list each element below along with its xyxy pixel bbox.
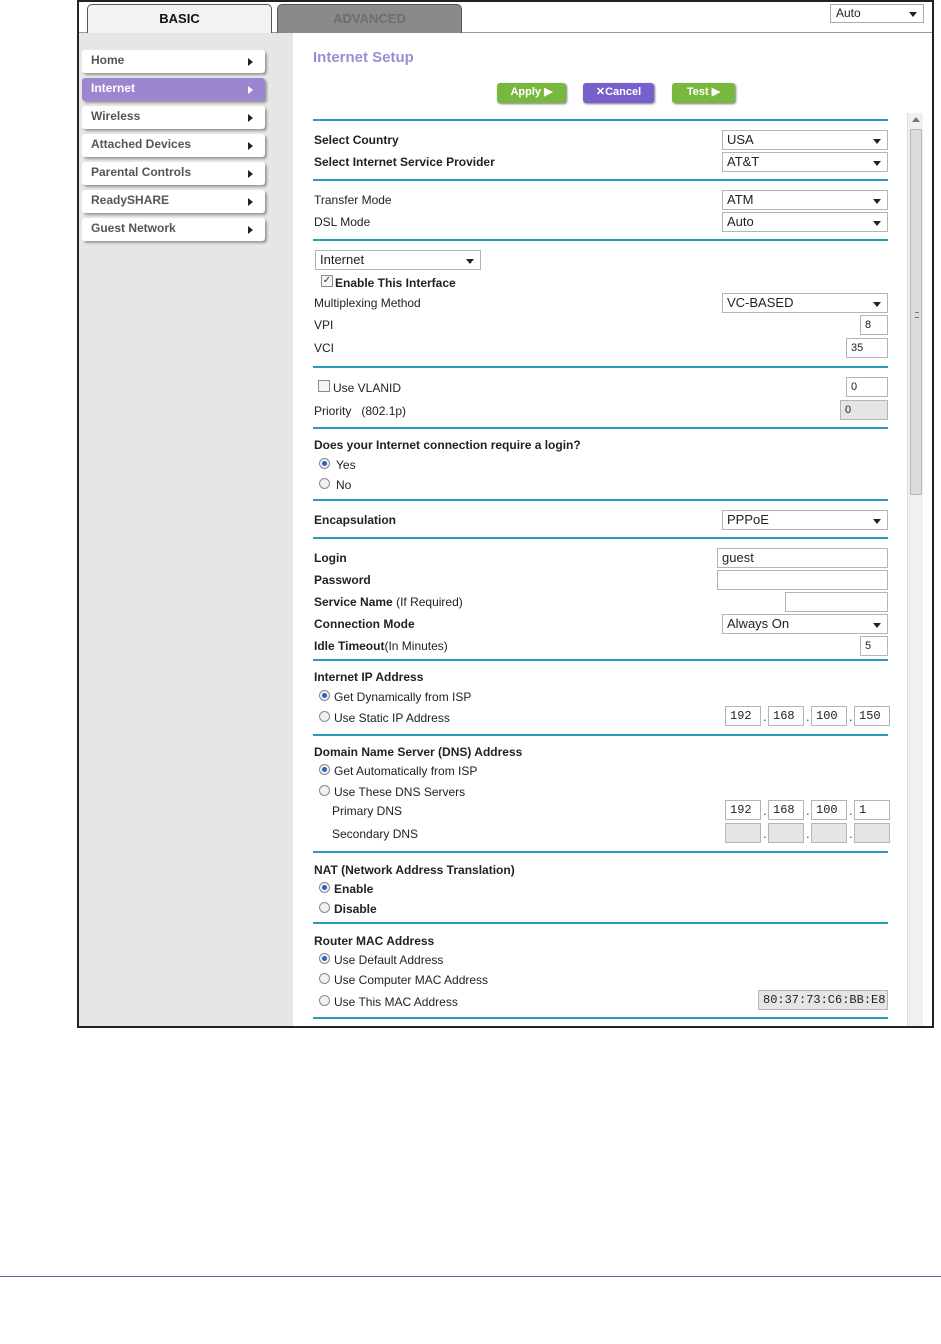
internet-ip-title: Internet IP Address bbox=[314, 670, 424, 684]
mac-title: Router MAC Address bbox=[314, 934, 435, 948]
sidebar-item-home[interactable] bbox=[82, 50, 265, 73]
router-admin-window bbox=[77, 0, 934, 1028]
encapsulation-value: PPPoE bbox=[727, 512, 769, 527]
sidebar-item-label: ReadySHARE bbox=[91, 193, 170, 207]
idle-timeout-input[interactable]: 5 bbox=[860, 636, 888, 656]
ip-dynamic-radio[interactable] bbox=[319, 690, 330, 701]
apply-button[interactable] bbox=[497, 83, 566, 103]
chevron-down-icon bbox=[873, 139, 881, 144]
ip-static-label: Use Static IP Address bbox=[334, 711, 450, 725]
service-name-suffix: (If Required) bbox=[396, 595, 463, 609]
tab-advanced[interactable]: ADVANCED bbox=[277, 4, 462, 33]
login-question: Does your Internet connection require a login? bbox=[314, 438, 581, 452]
primary-dns-octet-1[interactable]: 192 bbox=[725, 800, 761, 820]
login-input[interactable]: guest bbox=[717, 548, 888, 568]
arrow-right-icon bbox=[248, 170, 253, 178]
nat-title: NAT (Network Address Translation) bbox=[314, 863, 515, 877]
login-label: Login bbox=[314, 551, 347, 565]
divider bbox=[313, 537, 888, 539]
chevron-down-icon bbox=[873, 221, 881, 226]
mac-computer-label: Use Computer MAC Address bbox=[334, 973, 489, 987]
country-label: Select Country bbox=[314, 133, 399, 147]
arrow-right-icon: ▶ bbox=[711, 86, 721, 98]
ip-separator: . bbox=[849, 803, 853, 818]
chevron-down-icon bbox=[873, 302, 881, 307]
dns-title: Domain Name Server (DNS) Address bbox=[314, 745, 523, 759]
arrow-right-icon bbox=[248, 86, 253, 94]
primary-dns-octet-3[interactable]: 100 bbox=[811, 800, 847, 820]
ip-separator: . bbox=[849, 709, 853, 724]
chevron-down-icon bbox=[873, 623, 881, 628]
chevron-down-icon bbox=[909, 12, 917, 17]
ip-static-radio[interactable] bbox=[319, 711, 330, 722]
priority-label bbox=[314, 404, 406, 418]
page-footer-rule bbox=[0, 1276, 941, 1277]
transfer-mode-label: Transfer Mode bbox=[314, 193, 392, 207]
chevron-down-icon bbox=[873, 199, 881, 204]
mac-default-radio[interactable] bbox=[319, 953, 330, 964]
sidebar-item-label: Home bbox=[91, 53, 125, 67]
divider bbox=[313, 922, 888, 924]
isp-select[interactable] bbox=[722, 152, 888, 172]
scrollbar-thumb[interactable] bbox=[910, 129, 922, 495]
tab-basic[interactable]: BASIC bbox=[87, 4, 272, 33]
secondary-dns-label: Secondary DNS bbox=[332, 827, 419, 841]
sidebar-item-label: Attached Devices bbox=[91, 137, 192, 151]
priority-input[interactable]: 0 bbox=[840, 400, 888, 420]
divider bbox=[313, 734, 888, 736]
login-no-radio[interactable] bbox=[319, 478, 330, 489]
arrow-right-icon bbox=[248, 226, 253, 234]
login-no-label: No bbox=[336, 478, 352, 492]
chevron-down-icon bbox=[873, 161, 881, 166]
isp-value: AT&T bbox=[727, 154, 760, 169]
arrow-right-icon bbox=[248, 58, 253, 66]
idle-timeout-suffix: (In Minutes) bbox=[384, 639, 448, 653]
sidebar-item-internet[interactable] bbox=[82, 78, 265, 101]
vpi-input[interactable]: 8 bbox=[860, 315, 888, 335]
service-name-label bbox=[314, 595, 463, 609]
divider bbox=[313, 239, 888, 241]
transfer-mode-select[interactable] bbox=[722, 190, 888, 210]
dsl-mode-select[interactable] bbox=[722, 212, 888, 232]
ip-separator: . bbox=[763, 803, 767, 818]
sidebar-item-guest-network[interactable] bbox=[82, 218, 265, 241]
vpi-label: VPI bbox=[314, 318, 334, 332]
password-label: Password bbox=[314, 573, 371, 587]
test-button[interactable] bbox=[672, 83, 735, 103]
nat-enable-radio[interactable] bbox=[319, 882, 330, 893]
country-select[interactable] bbox=[722, 130, 888, 150]
language-select[interactable] bbox=[830, 4, 924, 23]
login-yes-label: Yes bbox=[336, 458, 356, 472]
primary-dns-octet-4[interactable]: 1 bbox=[854, 800, 890, 820]
multiplexing-select[interactable] bbox=[722, 293, 888, 313]
arrow-right-icon bbox=[248, 114, 253, 122]
ip-octet-2[interactable]: 168 bbox=[768, 706, 804, 726]
divider bbox=[313, 366, 888, 368]
sidebar-item-label: Guest Network bbox=[91, 221, 176, 235]
dsl-mode-value: Auto bbox=[727, 214, 754, 229]
vci-input[interactable]: 35 bbox=[846, 338, 888, 358]
dns-manual-label: Use These DNS Servers bbox=[334, 785, 466, 799]
encapsulation-label: Encapsulation bbox=[314, 513, 397, 527]
multiplexing-label: Multiplexing Method bbox=[314, 296, 421, 310]
connection-mode-select[interactable] bbox=[722, 614, 888, 634]
close-icon: ✕ bbox=[595, 86, 606, 98]
arrow-right-icon bbox=[248, 198, 253, 206]
secondary-dns-octet-4[interactable] bbox=[854, 823, 890, 843]
isp-label: Select Internet Service Provider bbox=[314, 155, 495, 169]
ip-separator: . bbox=[763, 826, 767, 841]
connection-mode-value: Always On bbox=[727, 616, 790, 631]
divider bbox=[313, 179, 888, 181]
interface-select[interactable] bbox=[315, 250, 481, 270]
sidebar bbox=[79, 33, 293, 1028]
password-input[interactable] bbox=[717, 570, 888, 590]
ip-octet-3[interactable]: 100 bbox=[811, 706, 847, 726]
ip-separator: . bbox=[806, 709, 810, 724]
ip-dynamic-label: Get Dynamically from ISP bbox=[334, 690, 472, 704]
divider bbox=[313, 1017, 888, 1019]
page-title: Internet Setup bbox=[313, 49, 414, 66]
use-vlanid-checkbox[interactable] bbox=[318, 380, 330, 392]
idle-timeout-label bbox=[314, 639, 448, 653]
dns-manual-radio[interactable] bbox=[319, 785, 330, 796]
checkmark-icon: ✓ bbox=[322, 275, 332, 286]
scrollbar[interactable] bbox=[907, 113, 923, 1028]
nat-disable-label: Disable bbox=[334, 902, 377, 916]
connection-mode-label: Connection Mode bbox=[314, 617, 415, 631]
dsl-mode-label: DSL Mode bbox=[314, 215, 371, 229]
secondary-dns-octet-1[interactable] bbox=[725, 823, 761, 843]
primary-dns-label: Primary DNS bbox=[332, 804, 403, 818]
mac-custom-label: Use This MAC Address bbox=[334, 995, 458, 1009]
divider bbox=[313, 851, 888, 853]
login-yes-radio[interactable] bbox=[319, 458, 330, 469]
dns-auto-radio[interactable] bbox=[319, 764, 330, 775]
nat-enable-label: Enable bbox=[334, 882, 374, 896]
sidebar-item-wireless[interactable] bbox=[82, 106, 265, 129]
country-value: USA bbox=[727, 132, 754, 147]
ip-separator: . bbox=[849, 826, 853, 841]
ip-octet-1[interactable]: 192 bbox=[725, 706, 761, 726]
grip-icon bbox=[915, 312, 919, 318]
sidebar-item-label: Parental Controls bbox=[91, 165, 192, 179]
multiplexing-value: VC-BASED bbox=[727, 295, 794, 310]
enable-interface-label: Enable This Interface bbox=[335, 276, 456, 290]
mac-computer-radio[interactable] bbox=[319, 973, 330, 984]
priority-suffix: (802.1p) bbox=[361, 404, 407, 418]
ip-separator: . bbox=[806, 826, 810, 841]
arrow-right-icon bbox=[248, 142, 253, 150]
vci-label: VCI bbox=[314, 341, 335, 355]
priority-label-text: Priority bbox=[314, 404, 352, 418]
ip-separator: . bbox=[806, 803, 810, 818]
divider bbox=[313, 427, 888, 429]
cancel-button[interactable] bbox=[583, 83, 654, 103]
sidebar-item-readyshare[interactable] bbox=[82, 190, 265, 213]
interface-value: Internet bbox=[320, 252, 365, 267]
idle-timeout-label-text: Idle Timeout bbox=[314, 639, 385, 653]
nat-disable-radio[interactable] bbox=[319, 902, 330, 913]
cancel-label: Cancel bbox=[605, 86, 642, 98]
service-name-label-text: Service Name bbox=[314, 595, 393, 609]
mac-custom-radio[interactable] bbox=[319, 995, 330, 1006]
chevron-down-icon bbox=[466, 259, 474, 264]
divider bbox=[313, 499, 888, 501]
service-name-input[interactable] bbox=[785, 592, 888, 612]
vlanid-input[interactable]: 0 bbox=[846, 377, 888, 397]
ip-octet-4[interactable]: 150 bbox=[854, 706, 890, 726]
divider bbox=[313, 119, 888, 121]
divider bbox=[313, 659, 888, 661]
use-vlanid-label: Use VLANID bbox=[333, 381, 402, 395]
top-tab-bar bbox=[79, 2, 932, 33]
sidebar-item-attached-devices[interactable] bbox=[82, 134, 265, 157]
encapsulation-select[interactable] bbox=[722, 510, 888, 530]
enable-interface-checkbox[interactable] bbox=[321, 275, 333, 287]
test-label: Test bbox=[686, 86, 709, 98]
transfer-mode-value: ATM bbox=[727, 192, 754, 207]
primary-dns-octet-2[interactable]: 168 bbox=[768, 800, 804, 820]
mac-address-input[interactable]: 80:37:73:C6:BB:E8 bbox=[758, 990, 888, 1010]
arrow-right-icon: ▶ bbox=[544, 86, 553, 98]
scroll-up-icon[interactable] bbox=[912, 117, 920, 122]
mac-default-label: Use Default Address bbox=[334, 953, 444, 967]
dns-auto-label: Get Automatically from ISP bbox=[334, 764, 478, 778]
language-value: Auto bbox=[836, 6, 861, 20]
chevron-down-icon bbox=[873, 519, 881, 524]
ip-separator: . bbox=[763, 709, 767, 724]
secondary-dns-octet-3[interactable] bbox=[811, 823, 847, 843]
sidebar-item-label: Wireless bbox=[91, 109, 141, 123]
sidebar-item-parental-controls[interactable] bbox=[82, 162, 265, 185]
apply-label: Apply bbox=[510, 86, 542, 98]
secondary-dns-octet-2[interactable] bbox=[768, 823, 804, 843]
sidebar-item-label: Internet bbox=[91, 81, 136, 95]
main-content bbox=[295, 33, 932, 1028]
